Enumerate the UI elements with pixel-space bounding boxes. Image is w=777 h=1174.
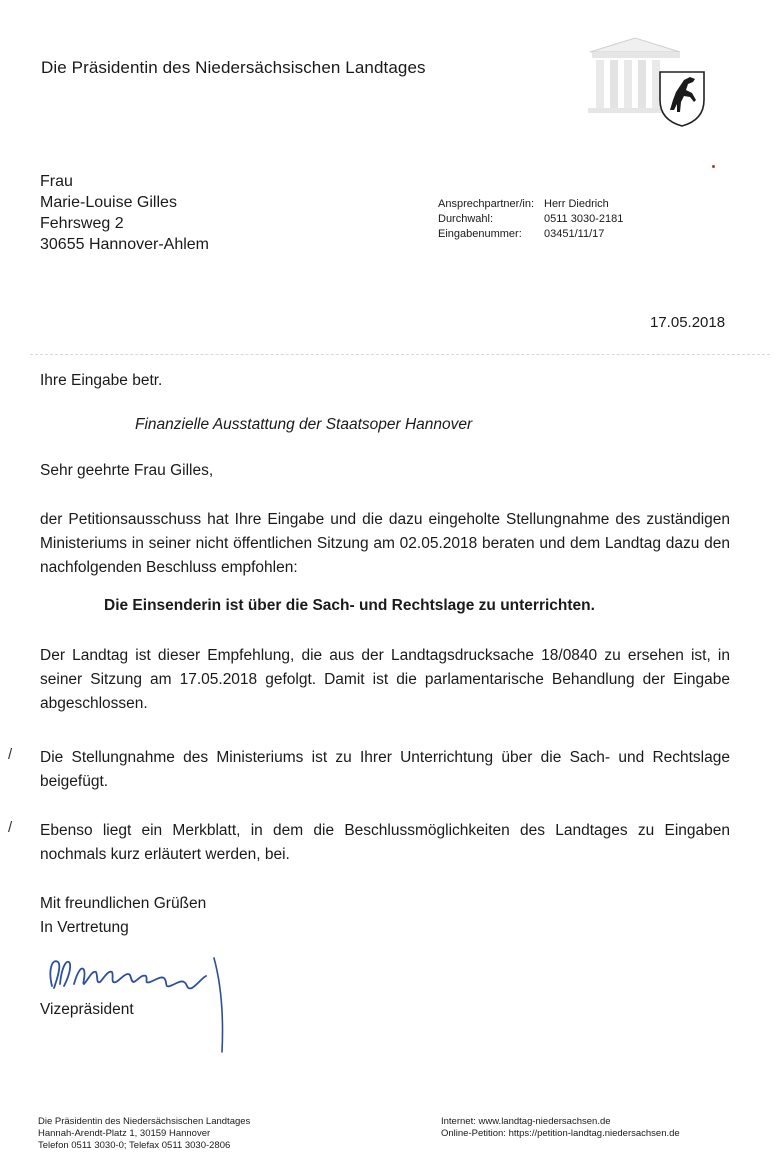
paragraph-statement: Die Stellungnahme des Ministeriums ist zu Ihrer Unterrichtung über die Sach- und Rechtslage beigefügt. [40, 749, 730, 790]
margin-mark: / [8, 746, 13, 763]
closing-regards: Mit freundlichen Grüßen [40, 895, 207, 912]
closing-representation: In Vertretung [40, 919, 129, 936]
footer-online-petition: Online-Petition: https://petition-landtag.niedersachsen.de [441, 1128, 680, 1139]
recipient-address [40, 171, 209, 255]
greeting: Sehr geehrte Frau Gilles, [40, 462, 214, 479]
ink-speck [712, 165, 715, 168]
landtag-logo-icon [580, 30, 710, 128]
footer-line: Telefon 0511 3030-0; Telefax 0511 3030-2806 [38, 1140, 231, 1151]
paragraph-leaflet: Ebenso liegt ein Merkblatt, in dem die Beschlussmöglichkeiten des Landtages zu Eingaben nochmals kurz erläutert werden, bei. [40, 822, 730, 863]
paragraph-petition: der Petitionsausschuss hat Ihre Eingabe und die dazu eingeholte Stellungnahme des zuständigen Ministeriums in seiner nicht öffentlichen Sitzung am 02.05.2018 beraten und dem Landtag dazu den nachfolgenden Beschluss empfohlen: [40, 511, 730, 576]
recipient-salutation: Frau [40, 173, 73, 190]
contact-label: Eingabenummer: [438, 228, 522, 240]
fold-mark [30, 354, 770, 355]
footer-internet: Internet: www.landtag-niedersachsen.de [441, 1116, 611, 1127]
signer-title: Vizepräsident [40, 1001, 134, 1018]
footer-online [441, 1116, 680, 1140]
closing [40, 892, 730, 940]
footer-line: Die Präsidentin des Niedersächsischen Landtages [38, 1116, 251, 1127]
paragraph-landtag: Der Landtag ist dieser Empfehlung, die aus der Landtagsdrucksache 18/0840 zu ersehen ist, in seiner Sitzung am 17.05.2018 gefolgt. Damit ist die parlamentarische Behandlung der Eingabe abgeschlossen. [40, 647, 730, 712]
contact-label: Ansprechpartner/in: [438, 198, 534, 210]
contact-value: 0511 3030-2181 [544, 213, 624, 225]
margin-mark: / [8, 819, 13, 836]
recipient-name: Marie-Louise Gilles [40, 194, 177, 211]
reference-line: Ihre Eingabe betr. [40, 372, 163, 389]
subject-line: Finanzielle Ausstattung der Staatsoper Hannover [135, 416, 473, 433]
footer-address [38, 1116, 250, 1152]
contact-row [438, 227, 623, 242]
recipient-city: 30655 Hannover-Ahlem [40, 236, 209, 253]
contact-row [438, 212, 623, 227]
decision-statement: Die Einsenderin ist über die Sach- und Rechtslage zu unterrichten. [104, 597, 595, 614]
contact-info [438, 197, 623, 242]
contact-value: Herr Diedrich [544, 198, 609, 210]
letter-date: 17.05.2018 [650, 314, 726, 331]
handwritten-signature [38, 940, 238, 1060]
contact-label: Durchwahl: [438, 213, 494, 225]
letterhead-title: Die Präsidentin des Niedersächsischen Landtages [41, 58, 426, 77]
footer-line: Hannah-Arendt-Platz 1, 30159 Hannover [38, 1128, 211, 1139]
contact-row [438, 197, 623, 212]
contact-value: 03451/11/17 [544, 228, 605, 240]
recipient-street: Fehrsweg 2 [40, 215, 124, 232]
